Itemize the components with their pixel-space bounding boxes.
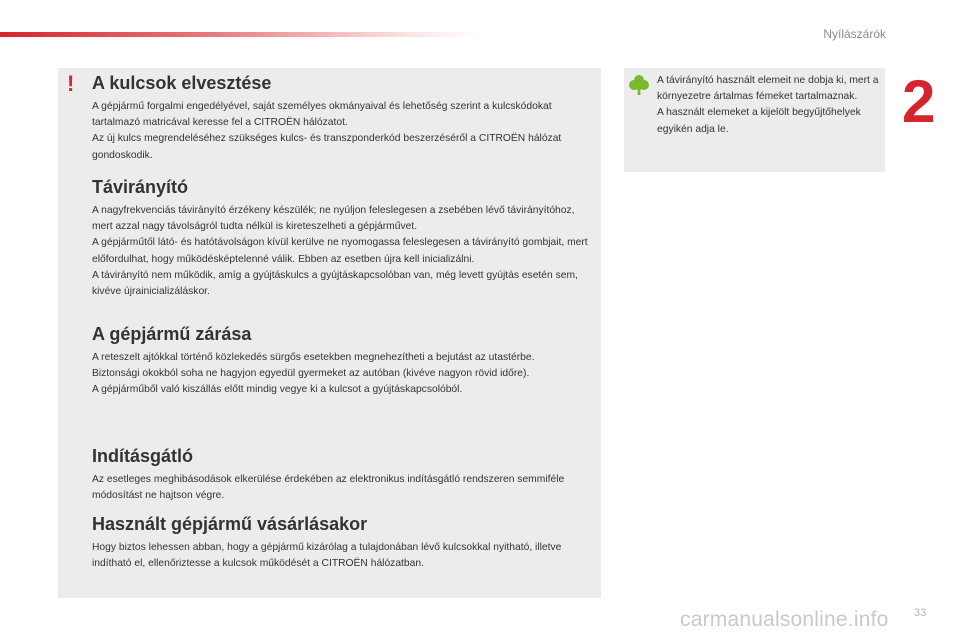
paragraph: Az esetleges meghibásodások elkerülése érdekében az elektronikus indításgátló rendszeren semmiféle módosítást ne hajtson végre.	[92, 474, 565, 502]
paragraph: A gépjárműtől látó- és hatótávolságon kívül kerülve ne nyomogassa feleslegesen a távirányító gombjait, mert előfordulhat, hogy működésképtelenné válik. Ebben az esetben újra kell inicializálni.	[92, 237, 588, 265]
section-body-remote-control	[92, 203, 592, 300]
section-label: Nyílászárók	[823, 27, 886, 41]
section-body-used-vehicle	[92, 540, 592, 572]
environment-note-text	[657, 73, 879, 138]
paragraph: Biztonsági okokból soha ne hagyjon egyedül gyermeket az autóban (kivéve nagyon rövid időre).	[92, 368, 530, 380]
paragraph: A gépjármű forgalmi engedélyével, saját személyes okmányaival és lehetőség szerint a kulcskódokat tartalmazó matricával keresse fel a CITROËN hálózatot.	[92, 101, 552, 129]
tree-icon	[629, 74, 649, 101]
section-title-used-vehicle: Használt gépjármű vásárlásakor	[92, 514, 368, 534]
paragraph: A használt elemeket a kijelölt begyűjtőhelyek egyikén adja le.	[657, 107, 861, 135]
paragraph: A reteszelt ajtókkal történő közlekedés sürgős esetekben megnehezítheti a bejutást az utastérbe.	[92, 352, 535, 363]
section-title-lost-keys: A kulcsok elvesztése	[92, 73, 272, 93]
section-body-vehicle-locking	[92, 350, 592, 399]
exclamation-icon: !	[67, 71, 75, 96]
section-title-immobiliser: Indításgátló	[92, 446, 194, 466]
page-number: 33	[914, 607, 927, 619]
top-accent-bar	[0, 32, 480, 37]
watermark: carmanualsonline.info	[680, 608, 889, 631]
section-title-remote-control: Távirányító	[92, 177, 189, 197]
section-body-immobiliser	[92, 472, 592, 504]
paragraph: Az új kulcs megrendeléséhez szükséges kulcs- és transzponderkód beszerzéséről a CITROËN hálózat gondoskodik.	[92, 133, 562, 161]
section-title-vehicle-locking: A gépjármű zárása	[92, 324, 252, 344]
chapter-number: 2	[902, 68, 936, 135]
paragraph: A gépjárműből való kiszállás előtt mindig vegye ki a kulcsot a gyújtáskapcsolóból.	[92, 384, 463, 396]
paragraph: Hogy biztos lehessen abban, hogy a gépjármű kizárólag a tulajdonában lévő kulcsokkal nyitható, illetve indítható el, ellenőriztesse a kulcsok működését a CITROËN hálózatban.	[92, 542, 562, 570]
paragraph: A távirányító nem működik, amíg a gyújtáskulcs a gyújtáskapcsolóban van, még levett gyújtás esetén sem, kivéve újrainicializáláskor.	[92, 269, 578, 298]
section-body-lost-keys	[92, 99, 592, 164]
paragraph: A távirányító használt elemeit ne dobja ki, mert a környezetre ártalmas fémeket tartalmaznak.	[657, 75, 879, 103]
paragraph: A nagyfrekvenciás távirányító érzékeny készülék; ne nyúljon feleslegesen a zsebében lévő távirányítóhoz, mert azzal nagy távolságról tudta nélkül is kireteszelheti a gépjárművet.	[92, 205, 575, 233]
